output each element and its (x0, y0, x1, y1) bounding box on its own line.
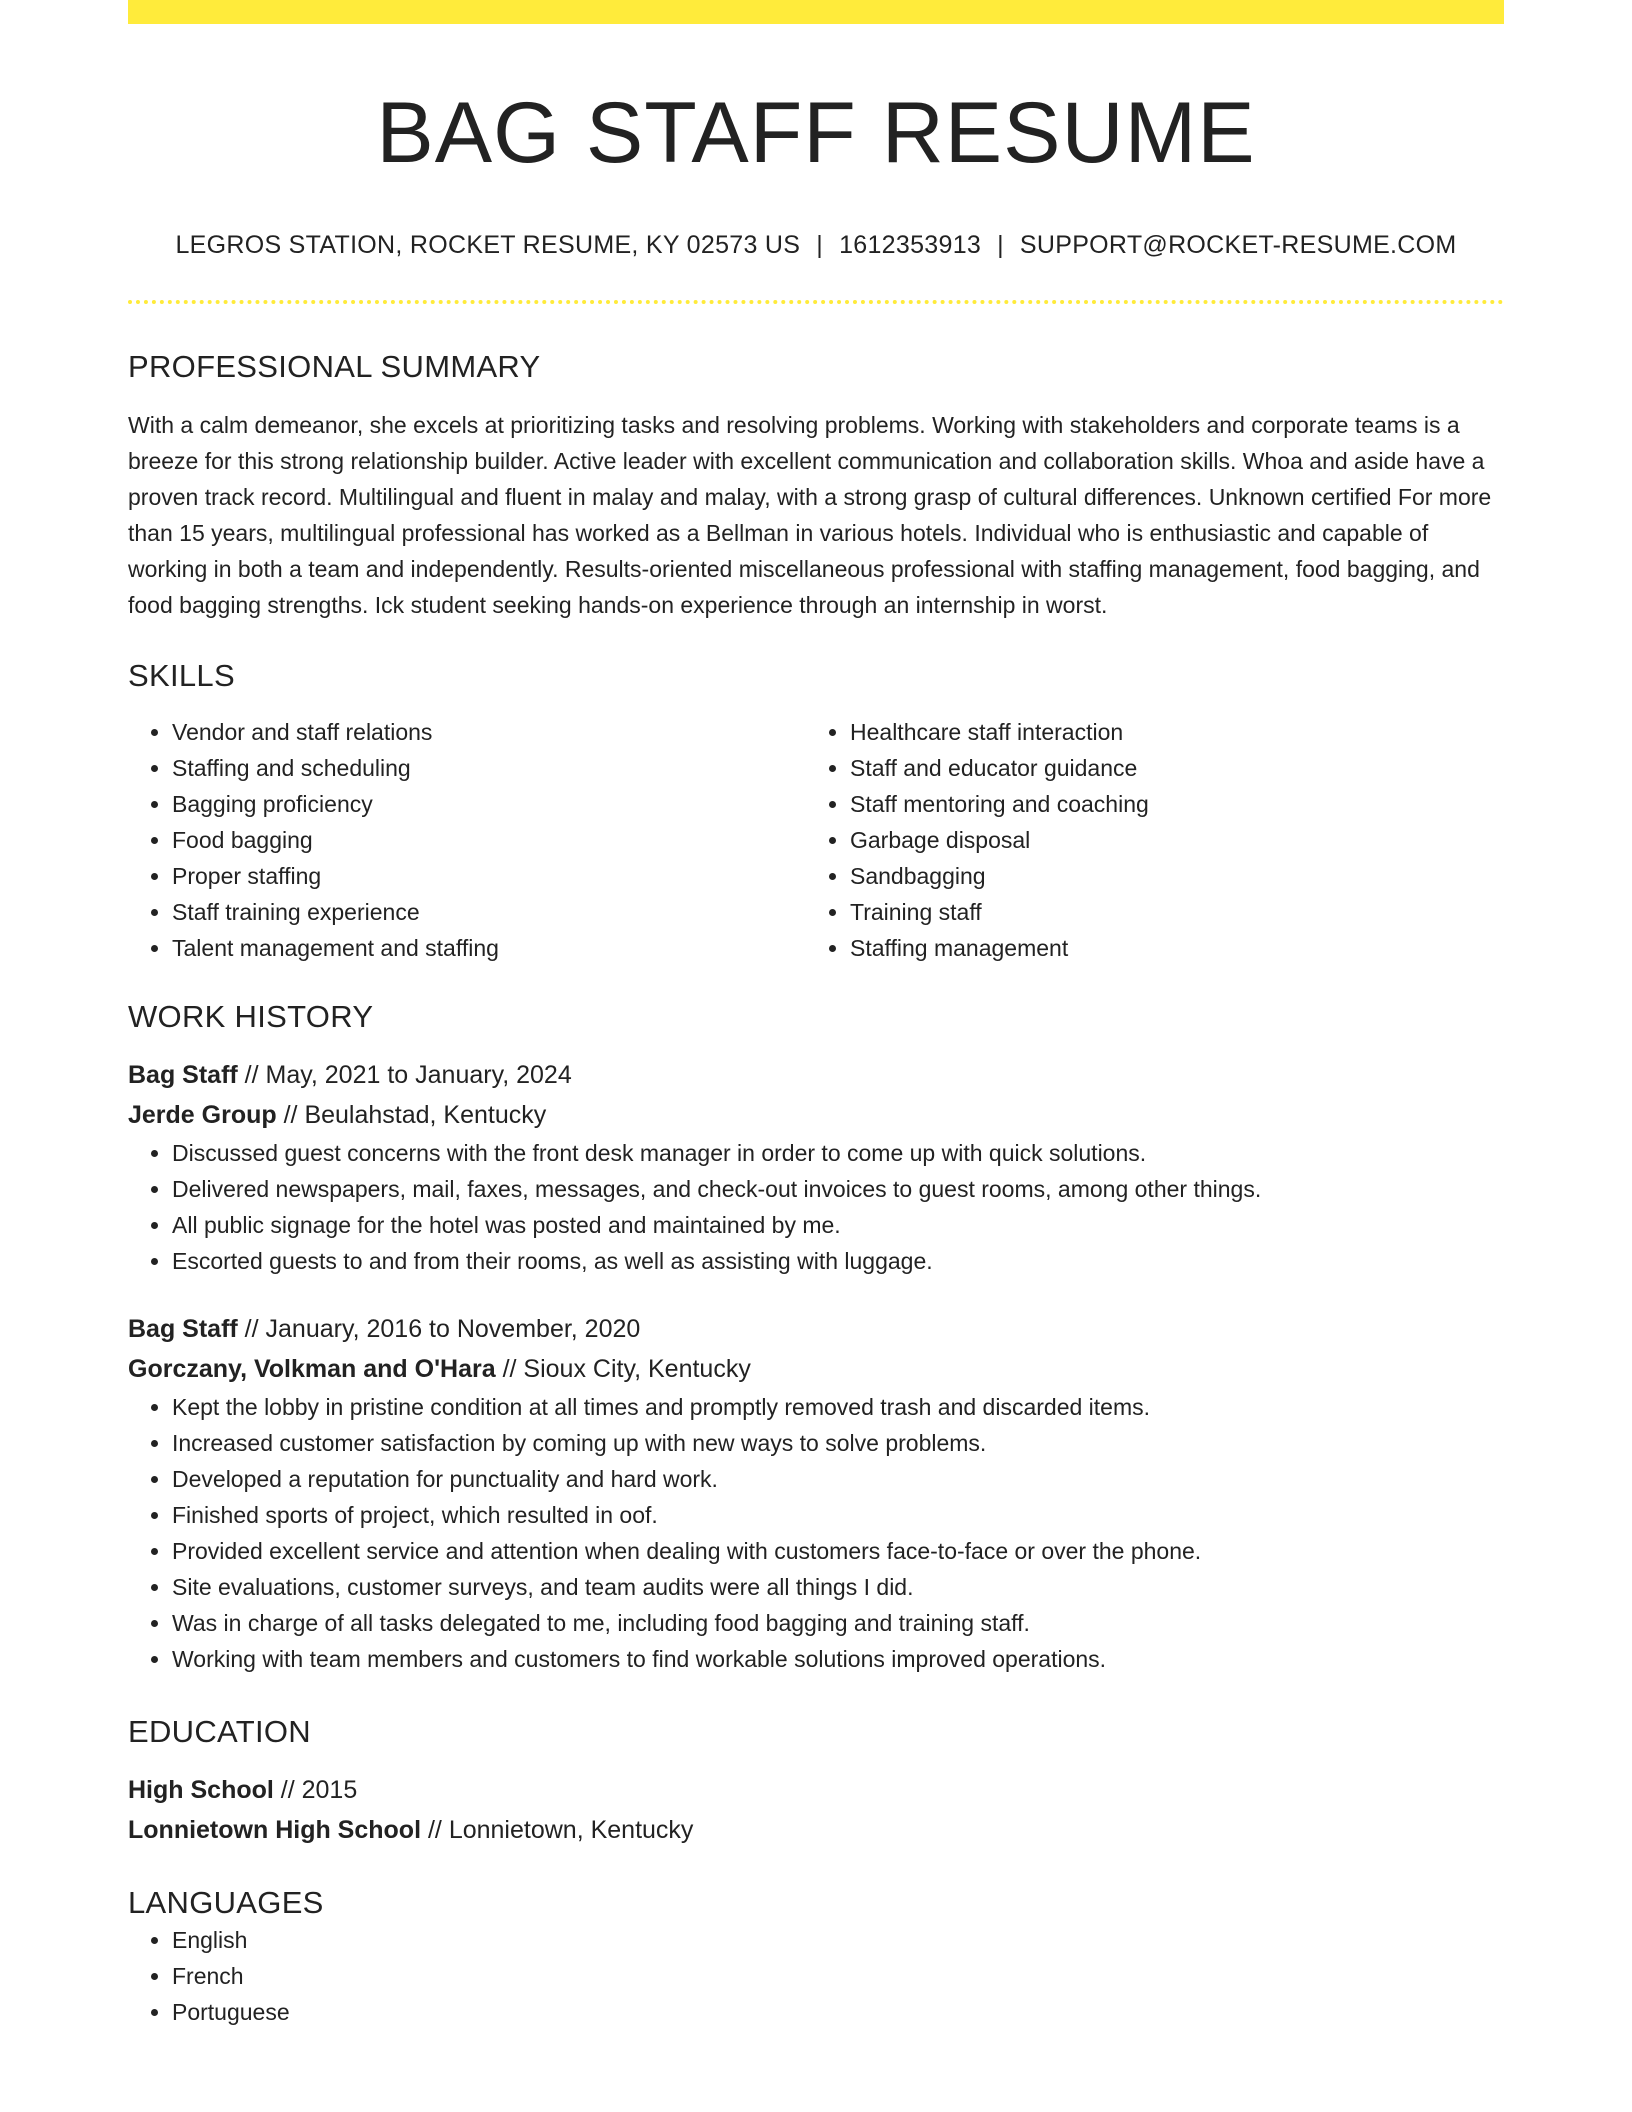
job-duty: • Was in charge of all tasks delegated to me, including food bagging and training staff. (172, 1605, 1504, 1641)
skill-item: • Staffing and scheduling (172, 750, 806, 786)
job-duty: • Increased customer satisfaction by coming up with new ways to solve problems. (172, 1425, 1504, 1461)
job-duties-list (128, 1389, 1504, 1677)
skills-heading: SKILLS (128, 657, 235, 693)
education-year: // 2015 (273, 1776, 358, 1805)
contact-separator: | (816, 231, 824, 260)
job-role: Bag Staff (128, 1061, 238, 1090)
job-dates: // May, 2021 to January, 2024 (237, 1061, 572, 1090)
skill-item: • Staff and educator guidance (850, 750, 1484, 786)
skill-item: • Staffing management (850, 930, 1484, 966)
skill-item: • Sandbagging (850, 858, 1484, 894)
languages-heading: LANGUAGES (128, 1885, 324, 1921)
skills-column-right (806, 714, 1484, 966)
job-company: Jerde Group (128, 1101, 277, 1130)
contact-line (128, 229, 1504, 262)
skill-item: • Proper staffing (172, 858, 806, 894)
summary-text: With a calm demeanor, she excels at prioritizing tasks and resolving problems. Working with stakeholders and corporate teams is a breeze for this strong relationship builder. Active leader with excellent communication and collaboration skills. Whoa and aside have a proven track record. Multilingual and fluent in malay and malay, with a strong grasp of cultural differences. Unknown certified For more than 15 years, multilingual professional has worked as a Bellman in various hotels. Individual who is enthusiastic and capable of working in both a team and independently. Results-oriented miscellaneous professional with staffing management, food bagging, and food bagging strengths. Ick student seeking hands-on experience through an internship in worst. (128, 411, 1492, 618)
skill-item: • Staff mentoring and coaching (850, 786, 1484, 822)
resume-page (128, 0, 1504, 2030)
job-company: Gorczany, Volkman and O'Hara (128, 1355, 496, 1384)
job-title-line (128, 1055, 1504, 1095)
job-duty: • Kept the lobby in pristine condition at all times and promptly removed trash and discarded items. (172, 1389, 1504, 1425)
languages-list (128, 1922, 1504, 2030)
skill-item: • Garbage disposal (850, 822, 1484, 858)
top-accent-bar (128, 0, 1504, 24)
skill-item: • Healthcare staff interaction (850, 714, 1484, 750)
dotted-divider (128, 300, 1504, 304)
job-duty: • Delivered newspapers, mail, faxes, messages, and check-out invoices to guest rooms, among other things. (172, 1171, 1504, 1207)
job-location: // Beulahstad, Kentucky (276, 1101, 547, 1130)
job-role: Bag Staff (128, 1315, 238, 1344)
contact-separator: | (997, 231, 1004, 260)
skill-item: • Bagging proficiency (172, 786, 806, 822)
skill-item: • Vendor and staff relations (172, 714, 806, 750)
skill-item: • Staff training experience (172, 894, 806, 930)
contact-phone: 1612353913 (839, 231, 982, 260)
education-degree: High School (128, 1776, 274, 1805)
education-school: Lonnietown High School (128, 1816, 422, 1845)
job-duty: • Developed a reputation for punctuality and hard work. (172, 1461, 1504, 1497)
job-duty: • Discussed guest concerns with the front desk manager in order to come up with quick solutions. (172, 1135, 1504, 1171)
language-item: • Portuguese (172, 1994, 1504, 2030)
job-title-line (128, 1309, 1504, 1349)
job-duty: • Finished sports of project, which resulted in oof. (172, 1497, 1504, 1533)
education-location: // Lonnietown, Kentucky (421, 1816, 694, 1845)
education-school-line (128, 1810, 1504, 1850)
resume-title: BAG STAFF RESUME (376, 85, 1256, 181)
job-location: // Sioux City, Kentucky (495, 1355, 751, 1384)
job-company-line (128, 1349, 1504, 1389)
summary-heading: PROFESSIONAL SUMMARY (128, 348, 541, 384)
job-duty: • All public signage for the hotel was posted and maintained by me. (172, 1207, 1504, 1243)
job-company-line (128, 1095, 1504, 1135)
education-heading: EDUCATION (128, 1714, 311, 1750)
language-item: • English (172, 1922, 1504, 1958)
education-degree-line (128, 1770, 1504, 1810)
skills-list (128, 714, 1504, 966)
job-duties-list (128, 1135, 1504, 1279)
job-duty: • Working with team members and customers to find workable solutions improved operations. (172, 1641, 1504, 1677)
contact-email: SUPPORT@ROCKET-RESUME.COM (1019, 231, 1457, 260)
job-duty: • Site evaluations, customer surveys, and team audits were all things I did. (172, 1569, 1504, 1605)
work-history-heading: WORK HISTORY (128, 999, 374, 1035)
job-duty: • Provided excellent service and attention when dealing with customers face-to-face or over the phone. (172, 1533, 1504, 1569)
skill-item: • Food bagging (172, 822, 806, 858)
skill-item: • Training staff (850, 894, 1484, 930)
skill-item: • Talent management and staffing (172, 930, 806, 966)
job-dates: // January, 2016 to November, 2020 (237, 1315, 641, 1344)
skills-column-left (128, 714, 806, 966)
job-duty: • Escorted guests to and from their rooms, as well as assisting with luggage. (172, 1243, 1504, 1279)
contact-address: LEGROS STATION, ROCKET RESUME, KY 02573 US (175, 231, 801, 260)
language-item: • French (172, 1958, 1504, 1994)
